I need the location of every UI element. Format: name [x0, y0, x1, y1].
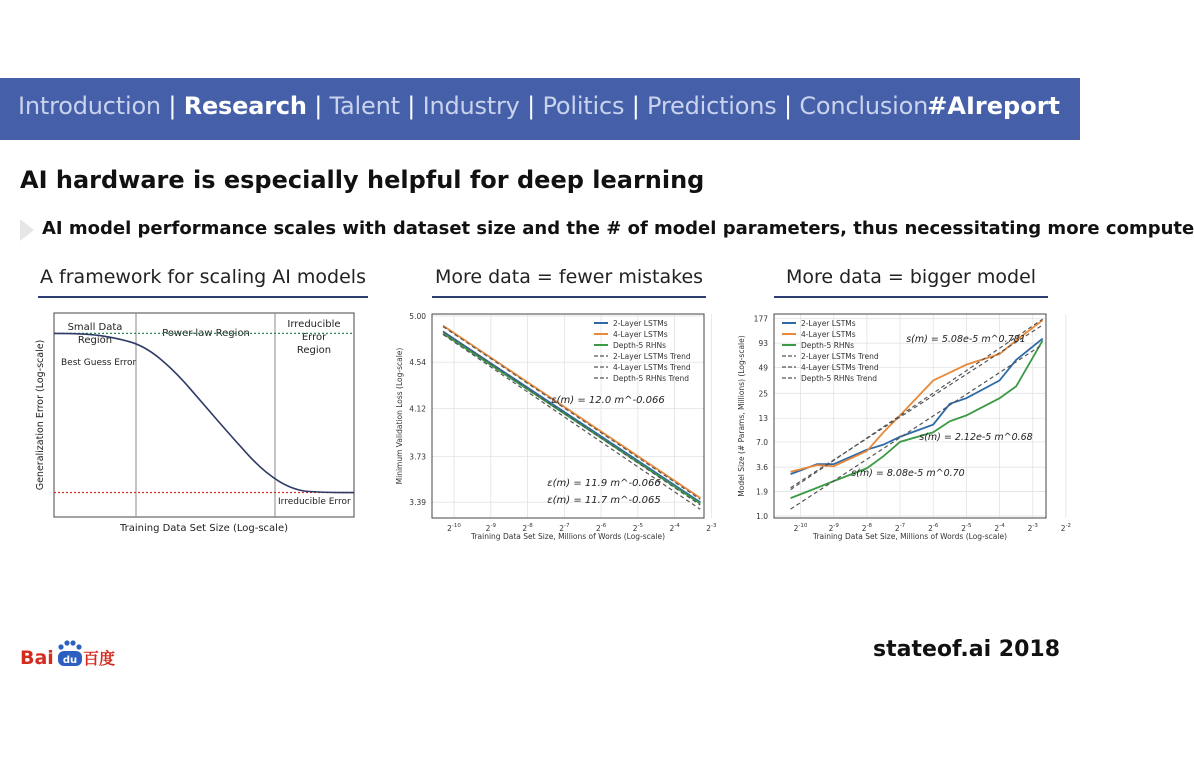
svg-text:du: du	[62, 655, 78, 666]
validation-loss-chart-svg	[394, 310, 717, 542]
y-tick-label: 4.54	[409, 358, 426, 368]
nav-items	[18, 92, 928, 120]
framework-chart	[34, 308, 364, 538]
y-axis-label: Minimum Validation Loss (Log-scale)	[395, 347, 404, 485]
slide-title: AI hardware is especially helpful for deep learning	[20, 166, 705, 194]
y-tick-label: 4.12	[409, 404, 426, 414]
region-label-small-data: Small Data	[67, 322, 123, 333]
x-tick-label: $2^{-4}$	[994, 523, 1005, 533]
trend-annotation: ε(m) = 11.7 m^-0.065	[547, 495, 661, 506]
nav-bar	[0, 78, 1080, 140]
x-axis-label: Training Data Set Size, Millions of Words (Log-scale)	[812, 532, 1008, 541]
y-tick-label: 49	[758, 363, 768, 373]
region-label-irreducible: Region	[296, 345, 332, 356]
region-label-irreducible: Error	[301, 332, 327, 343]
y-tick-label: 5.00	[409, 311, 426, 321]
legend-label: 2-Layer LSTMs Trend	[801, 352, 879, 361]
legend-label: 4-Layer LSTMs Trend	[801, 363, 879, 372]
x-tick-exponent: -7	[563, 523, 570, 529]
legend	[782, 319, 879, 383]
logo-text: Bai	[20, 647, 54, 669]
y-tick-label: 3.73	[409, 452, 426, 462]
x-tick-label: $2^{-2}$	[1060, 523, 1072, 533]
footer-source: stateof.ai 2018	[872, 637, 1060, 662]
nav-item-talent[interactable]: Talent	[329, 92, 400, 120]
y-axis-label: Generalization Error (Log-scale)	[35, 339, 46, 491]
x-tick-label: $2^{-7}$	[894, 523, 906, 533]
x-tick-label: $2^{-9}$	[828, 523, 839, 533]
panel-title-framework: A framework for scaling AI models	[38, 266, 368, 298]
trend-annotation: ε(m) = 12.0 m^-0.066	[551, 395, 665, 406]
trend-annotation: s(m) = 2.12e-5 m^0.68	[919, 432, 1033, 443]
baidu-logo-svg	[20, 634, 120, 674]
bullet-arrow-icon	[20, 219, 34, 241]
panel-title-fewer-mistakes: More data = fewer mistakes	[432, 266, 706, 298]
x-tick-exponent: -10	[798, 523, 808, 529]
x-tick-exponent: -5	[637, 523, 643, 529]
trend-annotation: ε(m) = 11.9 m^-0.066	[547, 478, 661, 489]
x-tick-exponent: -5	[966, 523, 972, 529]
framework-chart-svg	[34, 308, 364, 538]
nav-item-conclusion[interactable]: Conclusion	[799, 92, 929, 120]
y-tick-label: 13	[758, 414, 768, 424]
hashtag: #AIreport	[927, 92, 1060, 120]
x-tick-exponent: -10	[451, 523, 461, 529]
trend-annotation: s(m) = 5.08e-5 m^0.781	[906, 334, 1026, 345]
legend-label: 2-Layer LSTMs	[801, 319, 856, 328]
x-tick-exponent: -6	[932, 523, 939, 529]
x-tick-label: $2^{-7}$	[559, 523, 570, 533]
legend-label: Depth-5 RHNs	[613, 341, 667, 350]
x-tick-exponent: -2	[1065, 523, 1072, 529]
x-tick-exponent: -4	[674, 523, 680, 529]
legend	[594, 319, 691, 383]
x-tick-label: $2^{-8}$	[522, 523, 533, 533]
model-size-chart-svg	[736, 310, 1072, 542]
panel-title-bigger-model: More data = bigger model	[774, 266, 1048, 298]
x-tick-label: $2^{-5}$	[632, 523, 643, 533]
region-label-small-data: Region	[77, 335, 113, 346]
best-guess-label: Best Guess Error	[61, 358, 137, 368]
nav-item-predictions[interactable]: Predictions	[647, 92, 777, 120]
y-tick-label: 1.0	[756, 512, 768, 522]
y-tick-label: 93	[758, 339, 768, 349]
legend-label: Depth-5 RHNs Trend	[613, 374, 689, 383]
validation-loss-chart	[394, 310, 717, 542]
x-tick-exponent: -9	[833, 523, 839, 529]
y-tick-label: 177	[753, 314, 768, 324]
x-axis-label: Training Data Set Size, Millions of Words (Log-scale)	[470, 532, 666, 541]
y-tick-label: 3.6	[756, 463, 768, 473]
paw-icon	[58, 640, 82, 666]
region-label-power-law: Power-law Region	[162, 328, 250, 339]
y-tick-label: 7.0	[756, 437, 768, 447]
nav-separator: |	[784, 92, 792, 120]
nav-separator: |	[168, 92, 177, 120]
x-tick-label: $2^{-3}$	[706, 523, 717, 533]
logo-chinese: 百度	[83, 649, 116, 668]
x-tick-exponent: -6	[600, 523, 607, 529]
x-tick-label: $2^{-9}$	[485, 523, 496, 533]
nav-separator: |	[314, 92, 323, 120]
nav-separator: |	[527, 92, 536, 120]
x-tick-label: $2^{-4}$	[669, 523, 680, 533]
legend-label: 2-Layer LSTMs	[613, 319, 668, 328]
x-axis-label: Training Data Set Size (Log-scale)	[119, 523, 289, 534]
x-tick-label: $2^{-10}$	[447, 523, 461, 533]
x-tick-label: $2^{-6}$	[595, 523, 607, 533]
x-tick-exponent: -3	[710, 523, 717, 529]
y-tick-label: 1.9	[756, 487, 768, 497]
y-tick-label: 3.39	[409, 498, 426, 508]
legend-label: 4-Layer LSTMs	[613, 330, 668, 339]
x-tick-label: $2^{-6}$	[928, 523, 939, 533]
x-tick-exponent: -8	[866, 523, 873, 529]
irreducible-label: Irreducible Error	[278, 497, 351, 507]
y-tick-label: 25	[758, 389, 768, 399]
legend-label: Depth-5 RHNs	[801, 341, 855, 350]
nav-item-introduction[interactable]: Introduction	[18, 92, 161, 120]
x-tick-exponent: -9	[490, 523, 496, 529]
legend-label: 4-Layer LSTMs Trend	[613, 363, 691, 372]
y-axis-label: Model Size (# Params, Millions) (Log-scale)	[737, 335, 746, 497]
x-tick-label: $2^{-3}$	[1027, 523, 1038, 533]
trend-annotation: s(m) = 8.08e-5 m^0.70	[851, 468, 965, 479]
legend-label: 4-Layer LSTMs	[801, 330, 856, 339]
nav-item-research[interactable]: Research	[183, 92, 307, 120]
nav-item-industry[interactable]: Industry	[422, 92, 520, 120]
x-tick-label: $2^{-5}$	[961, 523, 972, 533]
nav-separator: |	[631, 92, 640, 120]
baidu-logo	[20, 634, 120, 674]
x-tick-exponent: -3	[1032, 523, 1038, 529]
nav-separator: |	[407, 92, 416, 120]
x-tick-exponent: -8	[527, 523, 533, 529]
x-tick-label: $2^{-8}$	[861, 523, 873, 533]
model-size-chart	[736, 310, 1072, 542]
x-tick-label: $2^{-10}$	[793, 523, 808, 533]
bullet-text: AI model performance scales with dataset size and the # of model parameters, thus necessitating more compute	[42, 218, 1194, 239]
x-tick-exponent: -4	[999, 523, 1005, 529]
x-tick-exponent: -7	[899, 523, 906, 529]
legend-label: 2-Layer LSTMs Trend	[613, 352, 691, 361]
region-label-irreducible: Irreducible	[287, 319, 341, 330]
legend-label: Depth-5 RHNs Trend	[801, 374, 877, 383]
nav-item-politics[interactable]: Politics	[542, 92, 625, 120]
